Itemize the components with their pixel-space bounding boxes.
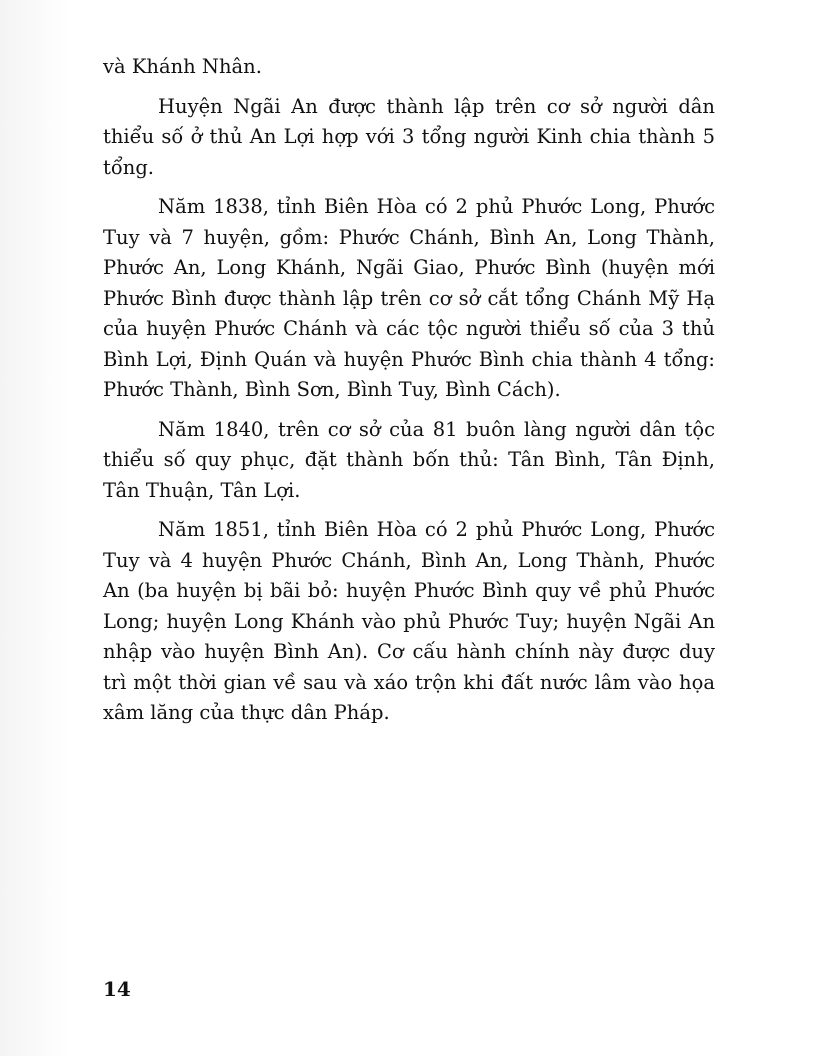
paragraph-5: Năm 1851, tỉnh Biên Hòa có 2 phủ Phước Long, Phước Tuy và 4 huyện Phước Chánh, Bình An, Long Thành, Phước An (ba huyện bị bãi bỏ: huyện Phước Bình quy về phủ Phước Long; huyện Long Khánh vào phủ Phước Tuy; huyện Ngãi An nhập vào huyện Bình An). Cơ cấu hành chính này được duy trì một thời gian về sau và xáo trộn khi đất nước lâm vào họa xâm lăng của thực dân Pháp.	[103, 518, 715, 724]
paragraph-1: và Khánh Nhân.	[103, 55, 262, 78]
body-text	[103, 52, 715, 738]
paragraph-3: Năm 1838, tỉnh Biên Hòa có 2 phủ Phước Long, Phước Tuy và 7 huyện, gồm: Phước Chánh, Bình An, Long Thành, Phước An, Long Khánh, Ngãi Giao, Phước Bình (huyện mới Phước Bình được thành lập trên cơ sở cắt tổng Chánh Mỹ Hạ của huyện Phước Chánh và các tộc người thiểu số của 3 thủ Bình Lợi, Định Quán và huyện Phước Bình chia thành 4 tổng: Phước Thành, Bình Sơn, Bình Tuy, Bình Cách).	[103, 195, 715, 401]
page-number: 14	[103, 977, 131, 1001]
paragraph-4: Năm 1840, trên cơ sở của 81 buôn làng người dân tộc thiểu số quy phục, đặt thành bốn thủ: Tân Bình, Tân Định, Tân Thuận, Tân Lợi.	[103, 417, 715, 502]
paragraph-2: Huyện Ngãi An được thành lập trên cơ sở người dân thiểu số ở thủ An Lợi hợp với 3 tổng người Kinh chia thành 5 tổng.	[103, 94, 715, 179]
scan-edge-shadow	[0, 0, 70, 1056]
